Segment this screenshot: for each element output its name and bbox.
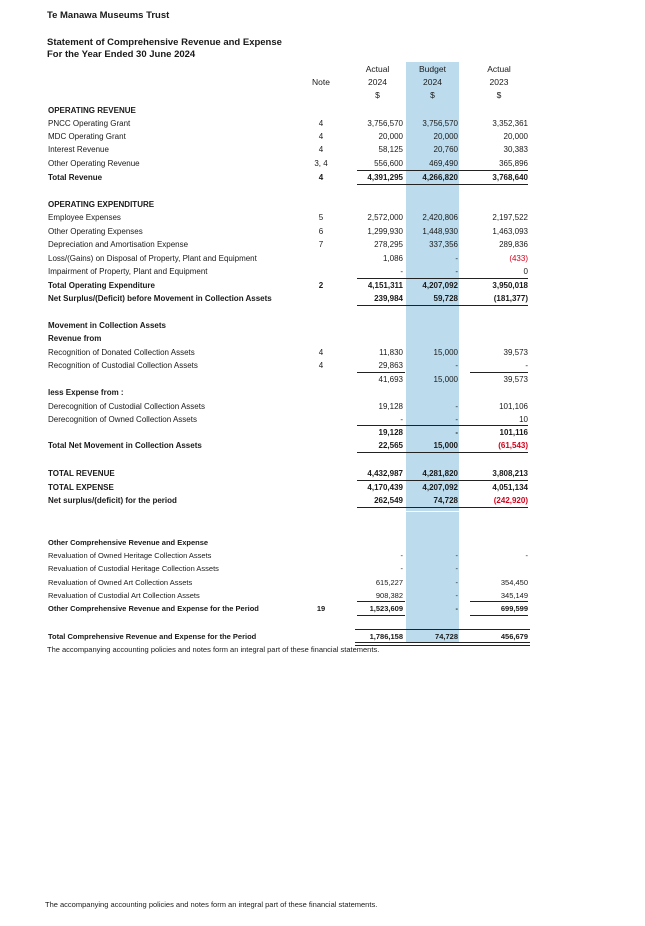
row-actual-2024: 4,170,439 (367, 483, 403, 492)
row-note: 4 (318, 361, 324, 370)
row-label: Recognition of Donated Collection Assets (48, 348, 195, 357)
statement-row (0, 602, 645, 615)
statement-row (0, 292, 645, 305)
row-label: Interest Revenue (48, 145, 109, 154)
statement-row (0, 130, 645, 143)
row-label: Revaluation of Owned Art Collection Assets (48, 578, 193, 587)
actual-2023-header (470, 63, 528, 102)
statement-row (0, 171, 645, 184)
row-label: Total Revenue (48, 173, 103, 182)
row-note: 4 (318, 173, 324, 182)
statement-row (0, 238, 645, 251)
row-actual-2023: 10 (519, 415, 528, 424)
actual-2023-header-line1: Actual (487, 64, 511, 74)
row-budget-2024: - (455, 591, 458, 600)
row-label: Revaluation of Custodial Art Collection Assets (48, 591, 200, 600)
statement-row (0, 346, 645, 359)
row-note: 19 (316, 604, 326, 613)
row-actual-2024: 615,227 (375, 578, 403, 587)
row-budget-2024: - (455, 564, 458, 573)
row-actual-2023: 39,573 (503, 348, 528, 357)
row-actual-2024: 3,756,570 (367, 119, 403, 128)
statement-row (0, 198, 645, 211)
row-actual-2023: 3,768,640 (492, 173, 528, 182)
row-actual-2024: 1,299,930 (367, 227, 403, 236)
note-column-header (305, 76, 337, 89)
actual-2024-header-line1: Actual (365, 64, 390, 74)
row-actual-2024: 239,984 (374, 294, 403, 303)
row-label: less Expense from : (48, 388, 124, 397)
statement-row (0, 576, 645, 589)
row-label: Revaluation of Custodial Heritage Collection Assets (48, 564, 219, 573)
row-note: 4 (318, 132, 324, 141)
row-actual-2024: 20,000 (378, 132, 403, 141)
row-actual-2024: 11,830 (379, 348, 403, 357)
row-label: Loss/(Gains) on Disposal of Property, Plant and Equipment (48, 254, 257, 263)
row-budget-2024: 20,760 (433, 145, 458, 154)
row-budget-2024: 15,000 (433, 441, 458, 450)
row-actual-2023: 30,383 (503, 145, 528, 154)
statement-row (0, 332, 645, 345)
row-label: MDC Operating Grant (48, 132, 126, 141)
row-actual-2023: 289,836 (499, 240, 528, 249)
row-budget-2024: 15,000 (433, 348, 458, 357)
statement-row (0, 549, 645, 562)
row-actual-2024: 29,863 (378, 361, 403, 370)
statement-row (0, 373, 645, 386)
row-label: Derecognition of Owned Collection Assets (48, 415, 197, 424)
statement-row (0, 279, 645, 292)
row-note: 4 (318, 348, 324, 357)
statement-row (0, 562, 645, 575)
row-actual-2024: 1,086 (382, 254, 403, 263)
row-budget-2024: 4,207,092 (422, 483, 458, 492)
row-budget-2024: - (455, 551, 458, 560)
row-budget-2024: 3,756,570 (422, 119, 458, 128)
row-actual-2024: 262,549 (374, 496, 403, 505)
row-actual-2024: 1,523,609 (369, 604, 403, 613)
actual-2023-header-line3: $ (496, 90, 502, 100)
row-actual-2023: (433) (509, 254, 528, 263)
row-label: Other Comprehensive Revenue and Expense (48, 538, 209, 547)
row-label: Derecognition of Custodial Collection Assets (48, 402, 205, 411)
row-actual-2024: 22,565 (378, 441, 403, 450)
row-label: Revaluation of Owned Heritage Collection Assets (48, 551, 212, 560)
row-actual-2024: - (400, 415, 403, 424)
row-label: Revenue from (48, 334, 102, 343)
row-actual-2024: - (400, 564, 403, 573)
row-budget-2024: 15,000 (433, 375, 458, 384)
statement-row (0, 319, 645, 332)
budget-2024-header (406, 63, 459, 102)
row-label: Other Operating Revenue (48, 159, 140, 168)
row-actual-2023: 456,679 (500, 632, 528, 641)
row-actual-2024: - (400, 551, 403, 560)
row-actual-2024: 19,128 (378, 402, 403, 411)
row-label: Net Surplus/(Deficit) before Movement in Collection Assets (48, 294, 272, 303)
row-budget-2024: - (455, 267, 458, 276)
statement-row (0, 589, 645, 602)
statement-period: For the Year Ended 30 June 2024 (47, 49, 196, 60)
row-actual-2023: 365,896 (499, 159, 528, 168)
row-budget-2024: 4,207,092 (422, 281, 458, 290)
row-actual-2023: - (525, 551, 528, 560)
row-label: OPERATING EXPENDITURE (48, 200, 155, 209)
budget-2024-header-line2: 2024 (423, 77, 442, 87)
row-label: PNCC Operating Grant (48, 119, 131, 128)
note-header-label: Note (312, 77, 330, 87)
row-budget-2024: - (455, 361, 458, 370)
row-budget-2024: - (455, 428, 458, 437)
row-note: 2 (318, 281, 324, 290)
statement-row (0, 439, 645, 452)
row-actual-2023: 4,051,134 (492, 483, 528, 492)
row-budget-2024: - (455, 604, 458, 613)
footnote: The accompanying accounting policies and notes form an integral part of these financial statements. (47, 645, 380, 654)
row-actual-2024: 4,391,295 (367, 173, 403, 182)
statement-row (0, 494, 645, 507)
row-actual-2023: 354,450 (500, 578, 528, 587)
row-label: Recognition of Custodial Collection Assets (48, 361, 198, 370)
actual-2024-header (350, 63, 405, 102)
row-actual-2023: 3,352,361 (492, 119, 528, 128)
statement-row (0, 143, 645, 156)
statement-row (0, 359, 645, 372)
statement-row (0, 536, 645, 549)
row-label: Depreciation and Amortisation Expense (48, 240, 189, 249)
row-actual-2023: 101,116 (499, 428, 528, 437)
row-budget-2024: - (455, 578, 458, 587)
row-label: Employee Expenses (48, 213, 121, 222)
row-actual-2024: 4,432,987 (367, 469, 403, 478)
actual-2024-header-line2: 2024 (368, 77, 387, 87)
row-actual-2023: 101,106 (499, 402, 528, 411)
row-label: Total Operating Expenditure (48, 281, 155, 290)
row-actual-2024: 41,693 (378, 375, 403, 384)
statement-title-block (47, 37, 282, 61)
statement-row (0, 211, 645, 224)
statement-row (0, 104, 645, 117)
row-budget-2024: 1,448,930 (422, 227, 458, 236)
actual-2024-header-line3: $ (375, 90, 380, 100)
row-label: TOTAL EXPENSE (48, 483, 114, 492)
row-label: Other Operating Expenses (48, 227, 143, 236)
row-label: Impairment of Property, Plant and Equipment (48, 267, 208, 276)
row-label: Other Comprehensive Revenue and Expense for the Period (48, 604, 259, 613)
row-budget-2024: - (455, 402, 458, 411)
row-actual-2023: (181,377) (493, 294, 528, 303)
row-budget-2024: - (455, 254, 458, 263)
row-actual-2023: 0 (523, 267, 528, 276)
budget-2024-header-line1: Budget (419, 64, 446, 74)
row-actual-2023: 3,808,213 (492, 469, 528, 478)
row-actual-2023: 1,463,093 (492, 227, 528, 236)
statement-row (0, 117, 645, 130)
row-budget-2024: 59,728 (433, 294, 458, 303)
statement-row (0, 467, 645, 480)
actual-2023-header-line2: 2023 (489, 77, 509, 87)
row-budget-2024: 2,420,806 (422, 213, 458, 222)
statement-row (0, 225, 645, 238)
row-label: Total Comprehensive Revenue and Expense for the Period (48, 632, 257, 641)
row-label: OPERATING REVENUE (48, 106, 136, 115)
row-budget-2024: 337,356 (429, 240, 458, 249)
budget-2024-header-line3: $ (430, 90, 435, 100)
row-actual-2023: 20,000 (503, 132, 528, 141)
organisation-name: Te Manawa Museums Trust (47, 10, 170, 21)
row-actual-2023: 3,950,018 (492, 281, 528, 290)
row-actual-2024: 1,786,158 (369, 632, 403, 641)
row-label: Total Net Movement in Collection Assets (48, 441, 202, 450)
row-actual-2023: - (525, 361, 528, 370)
statement-title: Statement of Comprehensive Revenue and Expense (47, 37, 282, 48)
row-label: Movement in Collection Assets (48, 321, 166, 330)
page-footer: The accompanying accounting policies and notes form an integral part of these financial statements. (45, 900, 378, 909)
row-note: 7 (318, 240, 324, 249)
statement-row (0, 481, 645, 494)
row-budget-2024: 469,490 (429, 159, 458, 168)
row-actual-2024: 58,125 (378, 145, 403, 154)
row-actual-2023: 39,573 (503, 375, 528, 384)
row-budget-2024: 4,281,820 (422, 469, 458, 478)
statement-row (0, 413, 645, 426)
statement-row (0, 265, 645, 278)
row-actual-2024: 556,600 (374, 159, 403, 168)
statement-row (0, 630, 645, 643)
statement-row (0, 157, 645, 170)
statement-row (0, 400, 645, 413)
row-label: TOTAL REVENUE (48, 469, 115, 478)
row-budget-2024: 74,728 (433, 496, 458, 505)
row-actual-2024: 908,382 (375, 591, 403, 600)
row-note: 5 (318, 213, 324, 222)
row-note: 4 (318, 119, 324, 128)
row-actual-2023: (242,920) (493, 496, 528, 505)
row-actual-2024: 278,295 (374, 240, 403, 249)
statement-row (0, 252, 645, 265)
row-note: 3, 4 (314, 159, 328, 168)
row-actual-2024: - (400, 267, 403, 276)
row-actual-2023: 2,197,522 (492, 213, 528, 222)
row-budget-2024: 20,000 (433, 132, 458, 141)
row-actual-2023: 345,149 (500, 591, 528, 600)
row-actual-2023: (61,543) (498, 441, 528, 450)
row-budget-2024: 4,266,820 (422, 173, 458, 182)
row-actual-2023: 699,599 (500, 604, 528, 613)
row-actual-2024: 2,572,000 (367, 213, 403, 222)
row-actual-2024: 4,151,311 (367, 281, 403, 290)
row-note: 4 (318, 145, 324, 154)
statement-row (0, 386, 645, 399)
row-budget-2024: 74,728 (435, 632, 458, 641)
statement-row (0, 426, 645, 439)
row-label: Net surplus/(deficit) for the period (48, 496, 177, 505)
row-actual-2024: 19,128 (378, 428, 403, 437)
row-note: 6 (318, 227, 324, 236)
row-budget-2024: - (455, 415, 458, 424)
